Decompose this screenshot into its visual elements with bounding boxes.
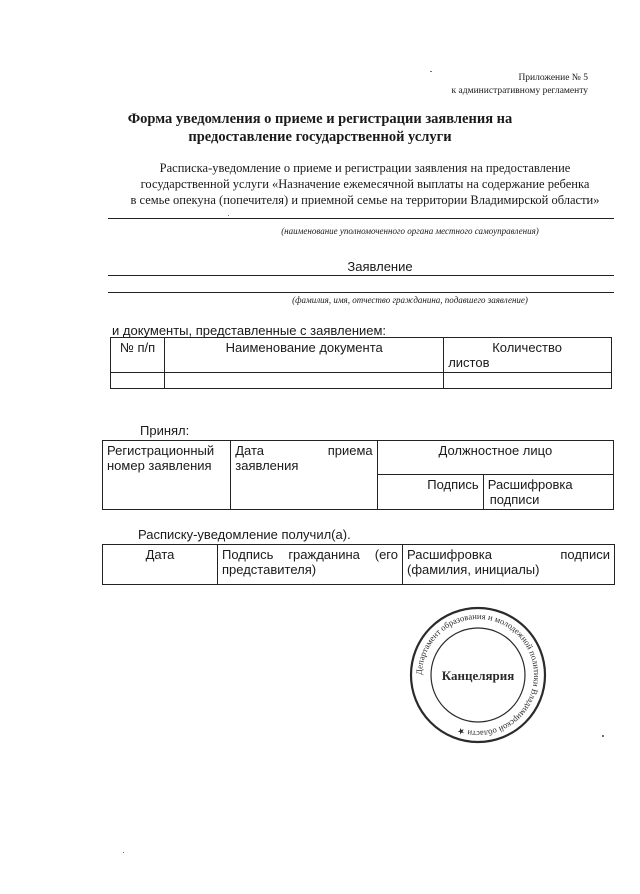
- receipt-date-header: Дата: [103, 545, 218, 585]
- appendix-header: [452, 72, 588, 98]
- authority-blank-line: [108, 218, 614, 219]
- receipt-decode-word-1: Расшифровка: [407, 547, 492, 562]
- col-count-line-1: Количество: [492, 340, 562, 355]
- accept-date-word-1: Дата: [235, 443, 265, 458]
- stamp-ring-text: Департамент образования и молодежной политики Владимирской области ★: [413, 610, 543, 740]
- accept-date-word-2: приема: [327, 443, 373, 458]
- receipt-received-label: Расписку-уведомление получил(а).: [138, 527, 351, 542]
- table-cell[interactable]: [444, 373, 612, 389]
- form-title-line-1: Форма уведомления о приеме и регистрации заявления на: [127, 111, 513, 127]
- scan-speck: [228, 215, 229, 216]
- col-name-header: Наименование документа: [165, 338, 444, 373]
- decode-line-2: подписи: [489, 492, 540, 507]
- statement-line: [108, 275, 614, 276]
- receipt-title: [100, 160, 630, 208]
- authority-caption: (наименование уполномоченного органа местного самоуправления): [281, 226, 539, 236]
- col-count-header: [444, 338, 612, 373]
- receipt-decode-line-2: (фамилия, инициалы): [407, 562, 540, 577]
- scan-speck: [123, 852, 124, 853]
- receipt-title-line-3: в семье опекуна (попечителя) и приемной семье на территории Владимирской области»: [130, 193, 600, 207]
- accept-date-cell: [231, 441, 377, 510]
- signature-header: Подпись: [377, 475, 483, 510]
- citizen-sig-word-2: гражданина: [288, 547, 360, 562]
- accept-date-word-3: заявления: [235, 458, 299, 473]
- form-title-line-2: предоставление государственной услуги: [188, 129, 452, 145]
- applicant-blank-line: [108, 292, 614, 293]
- decode-line-1: Расшифровка: [487, 477, 573, 492]
- table-row: [103, 545, 615, 585]
- scan-speck: [430, 71, 432, 72]
- receipt-title-line-1: Расписка-уведомление о приеме и регистрации заявления на предоставление: [159, 161, 571, 175]
- receipt-decode-header: [403, 545, 615, 585]
- receipt-decode-word-2: подписи: [560, 547, 610, 562]
- table-row: [111, 373, 612, 389]
- receipt-title-line-2: государственной услуги «Назначение ежемесячной выплаты на содержание ребенка: [140, 177, 590, 191]
- citizen-signature-header: [218, 545, 403, 585]
- decode-header: [483, 475, 613, 510]
- applicant-caption: (фамилия, имя, отчество гражданина, подавшего заявление): [292, 295, 528, 305]
- statement-label: Заявление: [347, 259, 413, 274]
- receipt-table: [102, 544, 615, 585]
- reg-number-cell: Регистрационный номер заявления: [103, 441, 231, 510]
- accepted-table: [102, 440, 614, 510]
- appendix-line-2: к административному регламенту: [451, 86, 588, 96]
- table-cell[interactable]: [165, 373, 444, 389]
- form-title: [0, 110, 640, 146]
- citizen-sig-line-2: представителя): [222, 562, 317, 577]
- appendix-line-1: Приложение № 5: [518, 73, 588, 83]
- official-header: Должностное лицо: [377, 441, 613, 475]
- table-row: [103, 441, 614, 475]
- stamp-center-text: Канцелярия: [441, 668, 515, 683]
- scan-speck: [602, 735, 604, 737]
- accepted-label: Принял:: [140, 423, 190, 438]
- documents-intro: и документы, представленные с заявлением:: [112, 323, 387, 338]
- col-count-line-2: листов: [448, 355, 490, 370]
- citizen-sig-word-3: (его: [374, 547, 398, 562]
- citizen-sig-word-1: Подпись: [222, 547, 274, 562]
- col-number-header: № п/п: [111, 338, 165, 373]
- table-row: [111, 338, 612, 373]
- table-cell[interactable]: [111, 373, 165, 389]
- documents-table: [110, 337, 612, 389]
- office-stamp: [408, 605, 548, 745]
